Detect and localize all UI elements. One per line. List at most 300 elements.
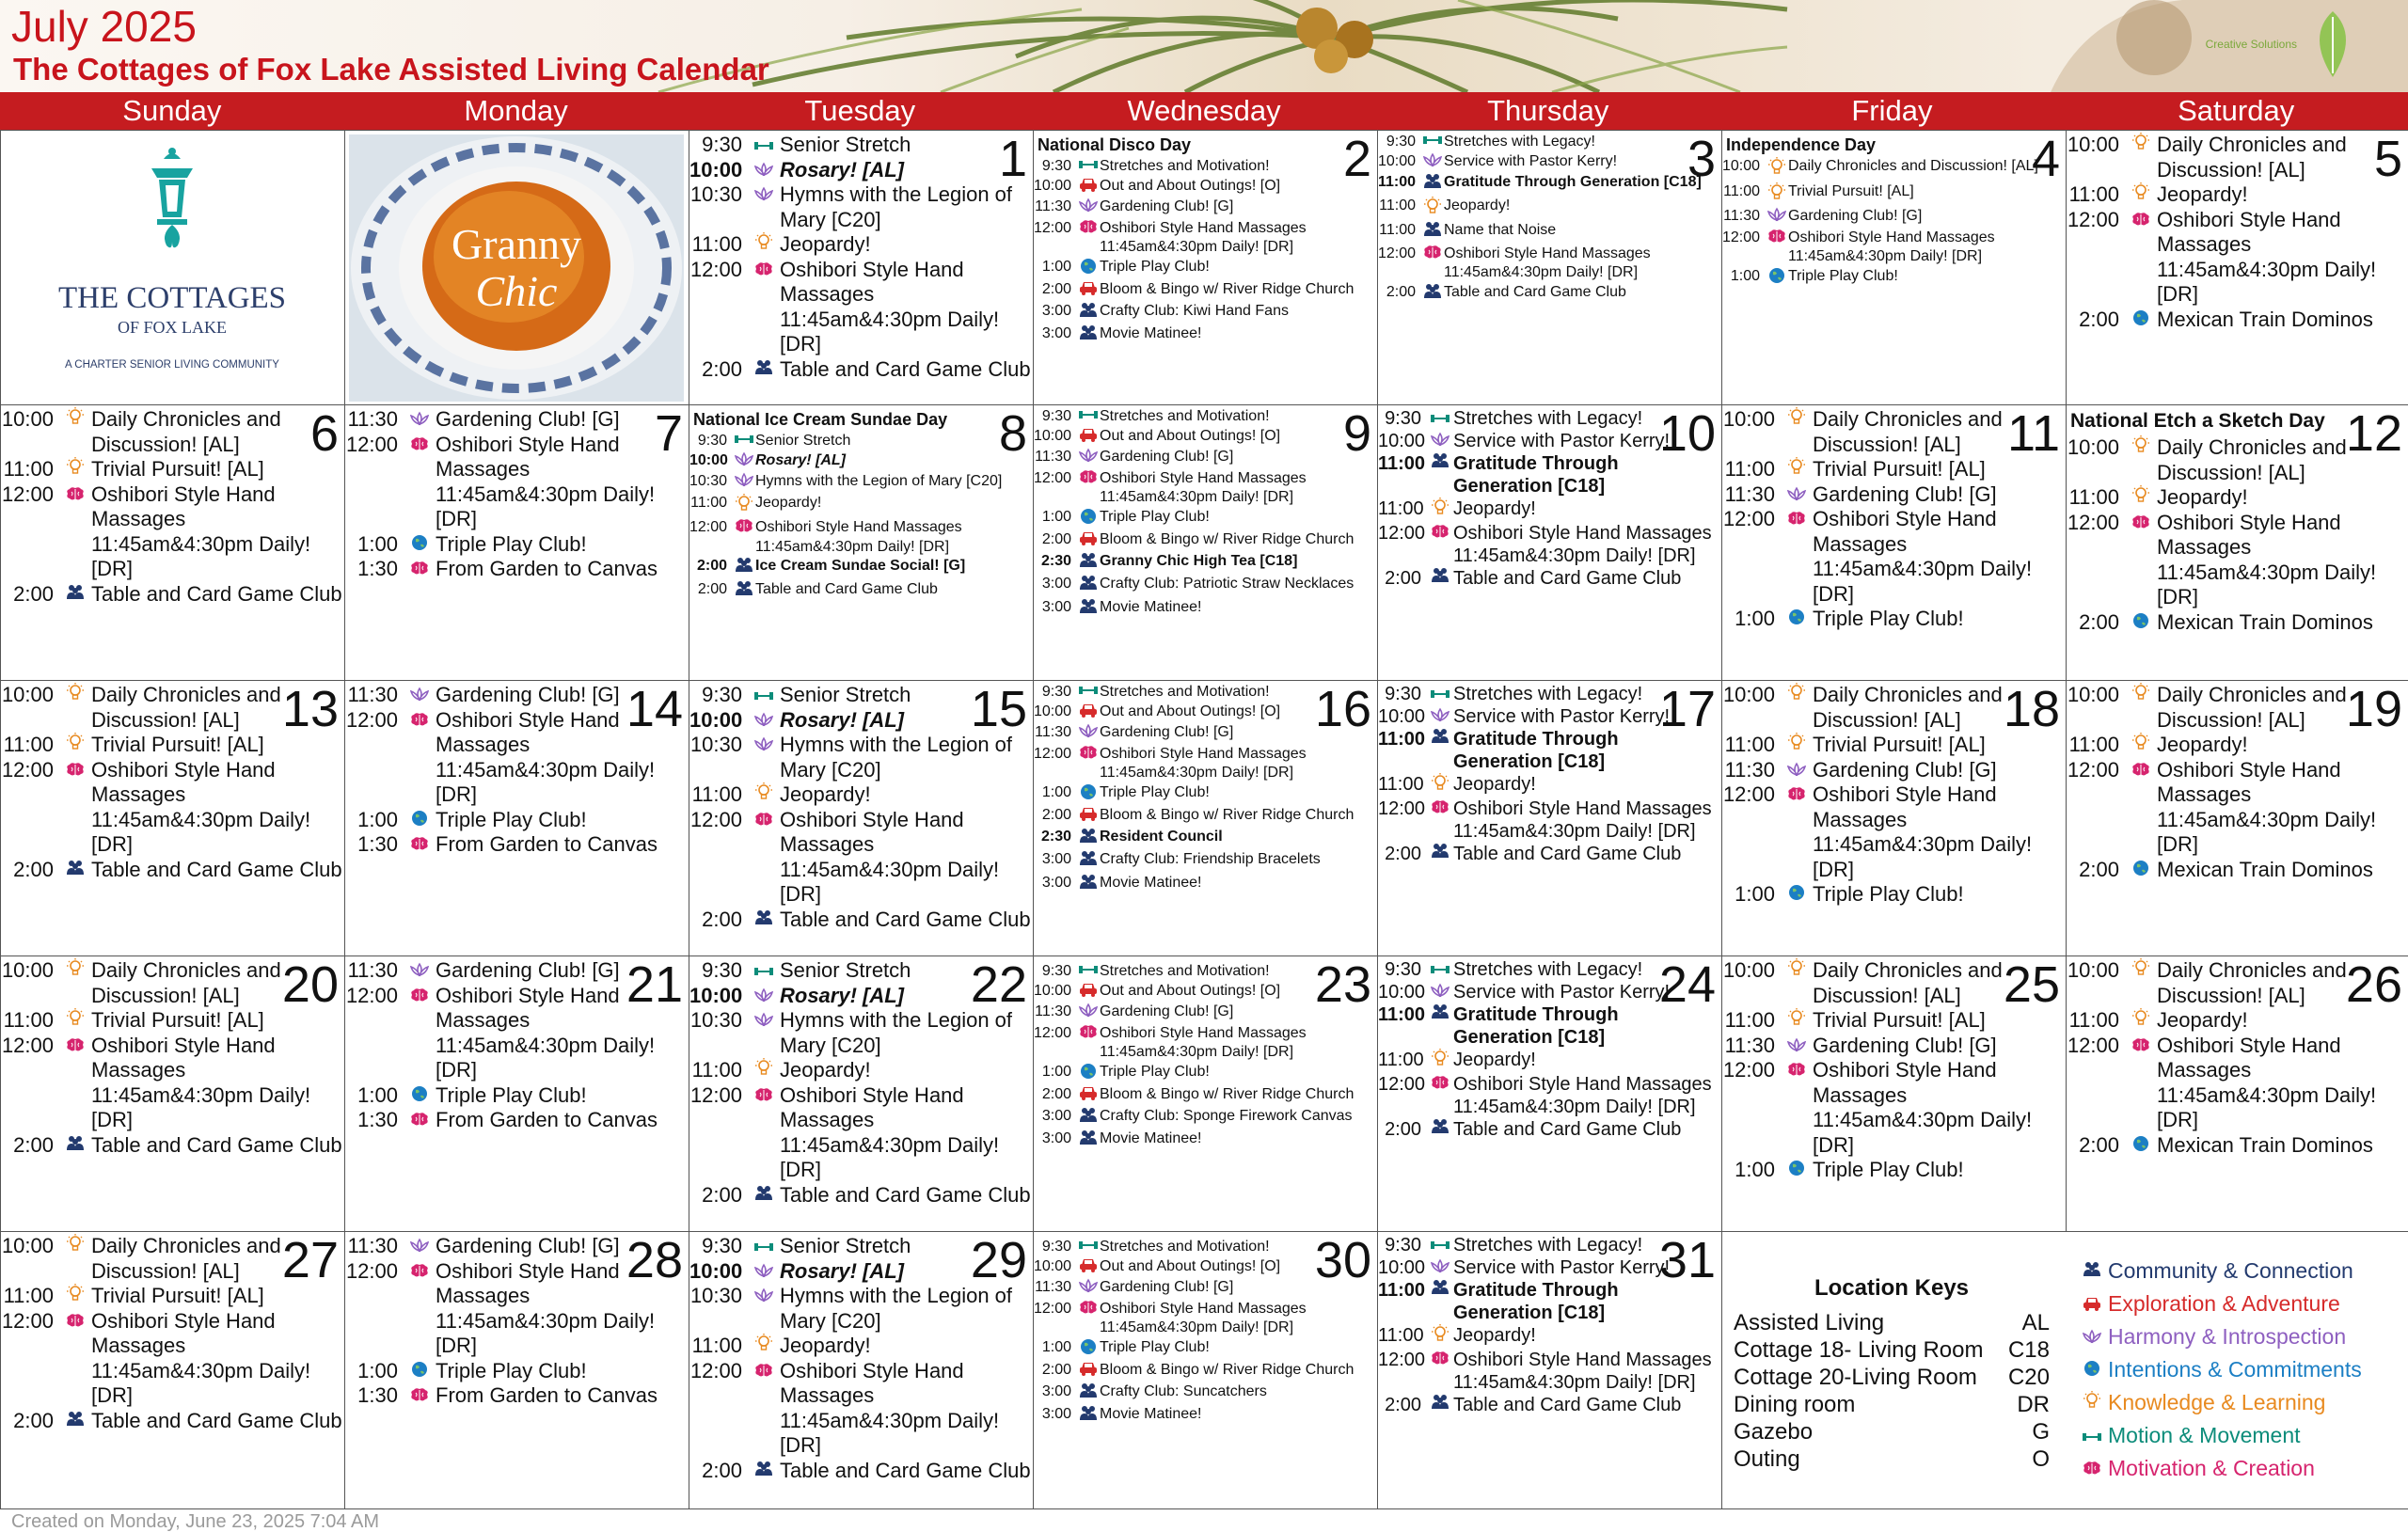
event-title: Out and About Outings! [O]: [1100, 177, 1281, 194]
event-title: Trivial Pursuit! [AL]: [91, 1008, 264, 1032]
event-title: Senior Stretch: [780, 133, 911, 156]
event-title: From Garden to Canvas: [436, 1383, 657, 1407]
bulb-icon: [1766, 182, 1788, 208]
event-time: 2:00: [1041, 807, 1071, 823]
people-icon: [1077, 850, 1100, 874]
event-time: 11:00: [3, 733, 54, 756]
lotus-icon: [404, 1234, 436, 1259]
event-item: [689, 808, 1033, 908]
event-item: [1034, 1107, 1377, 1130]
event-time: 10:00: [1722, 158, 1761, 174]
event-item: [1034, 783, 1377, 807]
legend-cell: [1721, 1231, 2408, 1509]
event-time: 10:00: [2067, 958, 2119, 982]
event-item: [1034, 745, 1377, 783]
event-time: 9:30: [1385, 684, 1421, 704]
event-time: 11:30: [1723, 208, 1760, 224]
event-time: 11:00: [2068, 182, 2119, 206]
event-title: Bloom & Bingo w/ River Ridge Church: [1100, 531, 1354, 547]
event-title: Daily Chronicles and Discussion! [AL]: [1813, 958, 2003, 1007]
event-title: Oshibori Style Hand Massages 11:45am&4:30pm Daily! [DR]: [2157, 1033, 2377, 1131]
globe-icon: [404, 1359, 436, 1384]
event-title: Daily Chronicles and Discussion! [AL]: [91, 407, 281, 456]
event-time: 9:30: [1041, 684, 1071, 700]
event-title: Triple Play Club!: [1100, 783, 1210, 800]
event-title: Trivial Pursuit! [AL]: [1813, 457, 1986, 481]
event-title: Service with Pastor Kerry!: [1453, 1257, 1671, 1278]
event-time: 1:00: [1041, 783, 1071, 800]
event-title: Movie Matinee!: [1100, 598, 1202, 615]
event-time: 10:00: [1722, 958, 1775, 982]
event-time: 12:00: [1722, 1058, 1775, 1082]
event-title: Hymns with the Legion of Mary [C20]: [755, 473, 1003, 489]
event-title: Crafty Club: Sponge Firework Canvas: [1100, 1107, 1353, 1124]
brain-icon: [59, 482, 91, 508]
lotus-icon: [748, 1284, 780, 1309]
day-cell-2: [1033, 130, 1378, 405]
event-title: Movie Matinee!: [1100, 1130, 1202, 1146]
event-title: Table and Card Game Club: [1453, 844, 1682, 864]
event-title: Jeopardy!: [1453, 774, 1536, 795]
event-item: [689, 1008, 1033, 1058]
event-title: Gardening Club! [G]: [436, 1234, 620, 1257]
event-title: Movie Matinee!: [1100, 1406, 1202, 1422]
event-title: Oshibori Style Hand Massages 11:45am&4:30pm Daily! [DR]: [91, 1033, 311, 1131]
day-number: 11: [2006, 405, 2060, 462]
day-cell-1: [689, 130, 1034, 405]
event-item: [1378, 1394, 1721, 1416]
day-number: 10: [1658, 405, 1716, 462]
lotus-icon: [748, 733, 780, 758]
event-time: 2:00: [702, 1458, 742, 1482]
location-key-row: [1734, 1309, 2050, 1336]
bulb-icon: [2125, 683, 2157, 708]
event-time: 10:00: [689, 983, 743, 1007]
event-title: Jeopardy!: [755, 494, 822, 511]
brain-icon: [404, 984, 436, 1009]
event-title: Gratitude Through Generation [C18]: [1453, 1280, 1619, 1323]
weekday-friday: Friday: [1851, 94, 1933, 127]
event-item: [1034, 469, 1377, 508]
special-day-title: National Ice Cream Sundae Day: [693, 410, 948, 429]
event-item: [1034, 508, 1377, 531]
event-item: [1, 758, 344, 858]
lotus-icon: [1427, 705, 1453, 728]
event-item: [1034, 806, 1377, 828]
dumbbell-icon: [1077, 407, 1100, 427]
people-icon: [748, 1183, 780, 1208]
event-item: [689, 557, 1033, 580]
brain-icon: [1077, 1300, 1100, 1321]
event-time: 3:00: [1041, 1130, 1071, 1146]
event-title: Oshibori Style Hand Massages 11:45am&4:30pm Daily! [DR]: [1813, 782, 2033, 881]
event-item: [345, 557, 689, 582]
event-title: Gardening Club! [G]: [436, 407, 620, 431]
event-time: 1:00: [1730, 267, 1760, 284]
event-time: 10:00: [2067, 133, 2119, 156]
event-item: [1034, 1063, 1377, 1086]
weekday-saturday: Saturday: [2178, 94, 2295, 127]
dumbbell-icon: [1077, 1238, 1100, 1257]
brain-icon: [1077, 1024, 1100, 1046]
event-item: [1034, 874, 1377, 897]
event-title: Oshibori Style Hand Massages 11:45am&4:30pm Daily! [DR]: [780, 257, 1000, 355]
globe-icon: [2125, 1133, 2157, 1159]
event-title: Triple Play Club!: [436, 1082, 587, 1107]
event-title: Rosary! [AL]: [755, 451, 847, 468]
event-title: Daily Chronicles and Discussion! [AL]: [1788, 158, 2038, 174]
people-icon: [1427, 1003, 1453, 1026]
event-time: 1:30: [357, 557, 398, 580]
event-time: 2:30: [1040, 828, 1071, 845]
event-title: Gardening Club! [G]: [436, 683, 620, 706]
event-time: 10:30: [689, 1008, 742, 1032]
people-icon: [1421, 221, 1444, 245]
event-item: [1034, 1024, 1377, 1063]
event-title: Oshibori Style Hand Massages 11:45am&4:30pm Daily! [DR]: [780, 1358, 1000, 1457]
event-time: 9:30: [702, 1234, 742, 1257]
event-time: 10:30: [689, 733, 742, 756]
event-item: [689, 472, 1033, 494]
people-icon: [1427, 728, 1453, 750]
event-title: Rosary! [AL]: [780, 157, 905, 182]
event-title: Table and Card Game Club: [1453, 1395, 1682, 1415]
lotus-icon: [1781, 482, 1813, 508]
event-title: Stretches with Legacy!: [1453, 684, 1643, 704]
day-cell-22: [689, 956, 1034, 1232]
event-item: [1034, 530, 1377, 552]
lotus-icon: [748, 984, 780, 1009]
day-number: 25: [2003, 956, 2060, 1013]
event-item: [345, 532, 689, 558]
event-item: [1722, 882, 2066, 908]
event-item: [1034, 1405, 1377, 1429]
lotus-icon: [1077, 1278, 1100, 1300]
event-item: [1722, 207, 2066, 229]
event-title: Trivial Pursuit! [AL]: [91, 733, 264, 756]
event-item: [1, 1409, 344, 1434]
calendar-grid: [0, 130, 2408, 1508]
category-legend-item: [2076, 1320, 2408, 1353]
event-item: [2067, 511, 2408, 610]
event-time: 12:00: [345, 983, 398, 1007]
event-item: [1378, 152, 1721, 174]
car-icon: [1077, 806, 1100, 828]
event-title: Table and Card Game Club: [1453, 1119, 1682, 1140]
day-number: 7: [654, 405, 683, 462]
brain-icon: [59, 1034, 91, 1059]
people-icon: [1427, 1118, 1453, 1141]
event-title: Rosary! [AL]: [780, 1258, 905, 1283]
event-title: Table and Card Game Club: [91, 857, 342, 881]
event-time: 3:00: [1041, 325, 1071, 341]
created-footer: Created on Monday, June 23, 2025 7:04 AM: [11, 1511, 380, 1532]
event-item: [1722, 1034, 2066, 1059]
event-time: 12:00: [1034, 469, 1072, 486]
event-time: 11:00: [1379, 197, 1416, 213]
day-cell-29: [689, 1231, 1034, 1509]
event-item: [1378, 1324, 1721, 1349]
event-time: 12:00: [1, 1033, 54, 1057]
event-title: Jeopardy!: [1453, 498, 1536, 519]
event-item: [1, 1133, 344, 1159]
event-item: [689, 518, 1033, 557]
day-number: 6: [309, 405, 339, 462]
event-time: 2:00: [1385, 568, 1421, 589]
category-legend-item: [2076, 1452, 2408, 1485]
category-label: Knowledge & Learning: [2108, 1390, 2326, 1414]
globe-icon: [1781, 1158, 1813, 1183]
event-title: Table and Card Game Club: [780, 356, 1031, 381]
bulb-icon: [59, 733, 91, 758]
people-icon: [1077, 1382, 1100, 1406]
brain-icon: [1421, 245, 1444, 266]
event-time: 9:30: [1041, 1239, 1071, 1255]
event-item: [689, 1083, 1033, 1183]
bulb-icon: [1427, 498, 1453, 522]
event-time: 11:00: [3, 1284, 54, 1307]
brain-icon: [2076, 1452, 2108, 1485]
event-title: Out and About Outings! [O]: [1100, 982, 1281, 999]
event-item: [1378, 1118, 1721, 1141]
car-icon: [1077, 280, 1100, 302]
event-title: Oshibori Style Hand Massages 11:45am&4:30pm Daily! [DR]: [91, 482, 311, 580]
event-item: [689, 1459, 1033, 1484]
event-title: Trivial Pursuit! [AL]: [1813, 733, 1986, 756]
event-time: 10:00: [1034, 427, 1072, 444]
event-title: Mexican Train Dominos: [2157, 307, 2373, 331]
event-time: 2:00: [1041, 1362, 1071, 1378]
event-item: [1034, 197, 1377, 219]
event-time: 10:00: [2067, 435, 2119, 459]
event-time: 12:00: [1034, 219, 1072, 236]
event-time: 12:00: [1034, 1300, 1072, 1317]
event-time: 11:00: [3, 1008, 54, 1032]
event-title: From Garden to Canvas: [436, 1108, 657, 1131]
event-title: Service with Pastor Kerry!: [1453, 982, 1671, 1003]
people-icon: [1077, 575, 1100, 598]
lotus-icon: [2076, 1320, 2108, 1353]
event-title: Oshibori Style Hand Massages 11:45am&4:30pm Daily! [DR]: [1444, 245, 1651, 280]
event-time: 10:00: [1034, 982, 1072, 999]
event-item: [1034, 850, 1377, 874]
event-time: 10:00: [1, 407, 54, 431]
event-title: Hymns with the Legion of Mary [C20]: [780, 182, 1013, 231]
people-icon: [1077, 1107, 1100, 1130]
brain-icon: [748, 808, 780, 833]
event-title: Service with Pastor Kerry!: [1444, 152, 1618, 169]
event-time: 2:00: [13, 857, 54, 881]
dumbbell-icon: [1077, 157, 1100, 177]
people-icon: [1077, 1405, 1100, 1429]
event-time: 3:00: [1041, 874, 1071, 891]
event-title: Triple Play Club!: [436, 531, 587, 556]
event-time: 2:00: [13, 1132, 54, 1157]
dumbbell-icon: [733, 432, 755, 451]
event-item: [1378, 283, 1721, 307]
event-item: [1378, 843, 1721, 865]
day-number: 13: [281, 681, 339, 737]
event-item: [2067, 1034, 2408, 1133]
event-title: Hymns with the Legion of Mary [C20]: [780, 1008, 1013, 1057]
brain-icon: [404, 832, 436, 858]
event-time: 11:00: [1378, 1004, 1426, 1025]
day-number: 8: [998, 405, 1027, 462]
event-title: Mexican Train Dominos: [2157, 1132, 2373, 1157]
event-title: Oshibori Style Hand Massages 11:45am&4:30pm Daily! [DR]: [1813, 507, 2033, 606]
brain-icon: [748, 1083, 780, 1109]
event-title: Gardening Club! [G]: [1813, 1033, 1997, 1057]
lotus-icon: [1766, 207, 1788, 229]
event-time: 12:00: [689, 519, 728, 535]
event-item: [1034, 1338, 1377, 1362]
event-item: [689, 1334, 1033, 1359]
lotus-icon: [1781, 758, 1813, 783]
event-title: Gardening Club! [G]: [1100, 1279, 1234, 1295]
event-time: 9:30: [1041, 408, 1071, 424]
event-title: Triple Play Club!: [436, 807, 587, 831]
event-item: [2067, 858, 2408, 883]
event-item: [1034, 575, 1377, 598]
lotus-icon: [748, 1259, 780, 1285]
event-time: 12:00: [1, 482, 54, 506]
weekday-monday: Monday: [464, 94, 568, 127]
brain-icon: [59, 758, 91, 783]
event-time: 1:00: [1041, 258, 1071, 275]
people-icon: [733, 580, 755, 604]
event-title: Gardening Club! [G]: [1100, 724, 1234, 740]
event-time: 11:00: [3, 457, 54, 481]
event-time: 3:00: [1041, 1107, 1071, 1124]
bulb-icon: [2125, 485, 2157, 511]
day-number: 1: [998, 131, 1027, 187]
event-time: 2:00: [702, 1182, 742, 1207]
event-time: 2:00: [13, 581, 54, 606]
brain-icon: [2125, 208, 2157, 233]
event-item: [1378, 1049, 1721, 1073]
location-name: Assisted Living: [1734, 1310, 1885, 1335]
event-time: 2:00: [1041, 1086, 1071, 1102]
event-item: [689, 432, 1033, 451]
event-title: Bloom & Bingo w/ River Ridge Church: [1100, 1362, 1354, 1378]
event-title: Gratitude Through Generation [C18]: [1453, 1004, 1619, 1048]
bulb-icon: [59, 958, 91, 984]
event-item: [1378, 498, 1721, 522]
event-time: 12:00: [345, 432, 398, 456]
lotus-icon: [404, 407, 436, 433]
brain-icon: [1427, 1349, 1453, 1371]
event-item: [1034, 1300, 1377, 1338]
event-title: Jeopardy!: [780, 232, 871, 256]
people-icon: [1427, 452, 1453, 475]
event-time: 11:30: [1724, 1033, 1775, 1057]
event-title: Stretches with Legacy!: [1453, 408, 1643, 429]
day-cell-16: [1033, 680, 1378, 956]
event-title: Stretches and Motivation!: [1100, 158, 1270, 174]
bulb-icon: [1766, 157, 1788, 182]
location-name: Outing: [1734, 1446, 1800, 1472]
dumbbell-icon: [1077, 683, 1100, 703]
event-item: [1034, 407, 1377, 427]
event-item: [1, 482, 344, 582]
event-title: From Garden to Canvas: [436, 557, 657, 580]
location-name: Dining room: [1734, 1392, 1856, 1417]
day-number: 14: [626, 681, 683, 737]
event-title: Oshibori Style Hand Massages 11:45am&4:30pm Daily! [DR]: [1453, 523, 1712, 566]
people-icon: [1427, 567, 1453, 590]
people-icon: [1077, 324, 1100, 348]
day-cell-10: [1377, 404, 1722, 681]
day-number: 30: [1314, 1232, 1371, 1288]
event-title: Oshibori Style Hand Massages 11:45am&4:30pm Daily! [DR]: [1813, 1058, 2033, 1157]
brain-icon: [1766, 229, 1788, 250]
event-item: [2067, 1133, 2408, 1159]
event-item: [1378, 522, 1721, 567]
day-number: 9: [1342, 405, 1371, 462]
logo-line1: THE COTTAGES: [57, 281, 287, 315]
bulb-icon: [1421, 197, 1444, 222]
location-code: C20: [2007, 1365, 2050, 1390]
event-item: [1034, 177, 1377, 198]
event-time: 3:00: [1041, 1382, 1071, 1399]
event-time: 11:30: [347, 407, 398, 431]
event-time: 11:00: [1379, 222, 1416, 238]
event-time: 12:00: [2067, 510, 2119, 534]
event-item: [689, 1058, 1033, 1083]
event-title: Oshibori Style Hand Massages 11:45am&4:30pm Daily! [DR]: [2157, 757, 2377, 856]
event-item: [1034, 157, 1377, 177]
globe-icon: [404, 1083, 436, 1109]
event-time: 3:00: [1041, 851, 1071, 867]
day-cell-15: [689, 680, 1034, 956]
bulb-icon: [59, 683, 91, 708]
event-title: Table and Card Game Club: [91, 1132, 342, 1157]
event-item: [1378, 133, 1721, 152]
event-item: [345, 832, 689, 858]
bulb-icon: [2125, 435, 2157, 461]
day-cell-23: [1033, 956, 1378, 1232]
weekday-wednesday: Wednesday: [1127, 94, 1281, 127]
event-title: Oshibori Style Hand Massages 11:45am&4:30pm Daily! [DR]: [436, 432, 656, 530]
event-title: Mexican Train Dominos: [2157, 857, 2373, 881]
event-time: 12:00: [1378, 1350, 1426, 1370]
event-title: Gardening Club! [G]: [1100, 449, 1234, 465]
event-title: Daily Chronicles and Discussion! [AL]: [2157, 435, 2347, 484]
event-item: [1378, 1349, 1721, 1394]
day-cell-13: [0, 680, 345, 956]
globe-icon: [404, 808, 436, 833]
event-item: [1722, 507, 2066, 607]
event-time: 11:00: [1724, 457, 1775, 481]
event-time: 1:00: [1041, 1338, 1071, 1355]
event-time: 10:00: [1, 1234, 54, 1257]
event-title: Gardening Club! [G]: [436, 958, 620, 982]
event-title: Out and About Outings! [O]: [1100, 427, 1281, 444]
event-time: 10:00: [1378, 982, 1426, 1003]
event-title: Oshibori Style Hand Massages 11:45am&4:30pm Daily! [DR]: [2157, 510, 2377, 608]
day-number: 12: [2345, 405, 2402, 462]
dumbbell-icon: [1421, 133, 1444, 152]
people-icon: [1427, 1394, 1453, 1416]
people-icon: [1077, 552, 1100, 576]
day-cell-18: [1721, 680, 2067, 956]
car-icon: [1077, 982, 1100, 1003]
globe-icon: [2125, 308, 2157, 333]
people-icon: [1421, 173, 1444, 197]
event-title: Daily Chronicles and Discussion! [AL]: [91, 683, 281, 732]
event-item: [1034, 1129, 1377, 1153]
event-time: 2:00: [2079, 307, 2119, 331]
